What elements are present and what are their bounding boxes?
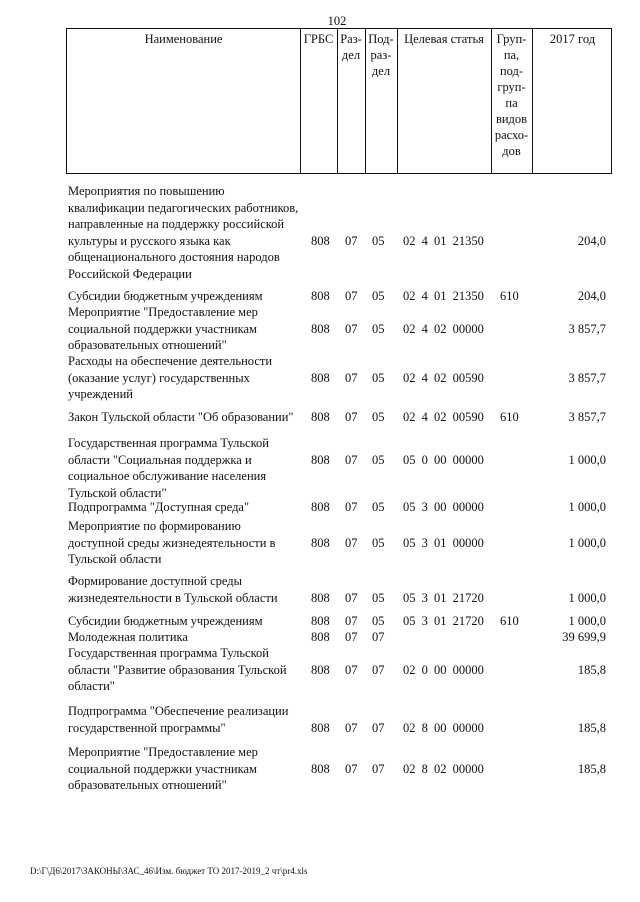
row-grbs: 808 bbox=[311, 535, 330, 550]
row-podrazdel: 05 bbox=[372, 590, 385, 605]
row-amount: 3 857,7 bbox=[568, 410, 606, 424]
row-podrazdel: 05 bbox=[372, 289, 385, 303]
row-amount: 1 000,0 bbox=[568, 452, 606, 467]
row-article: 05 3 01 21720 bbox=[403, 614, 484, 628]
row-podrazdel: 05 bbox=[372, 410, 385, 424]
file-path-footer: D:\Г\Д6\2017\ЗАКОНЫ\ЗАС_46\Изм. бюджет ТО 2017-2019_2 чт\pr4.xls bbox=[30, 866, 308, 876]
row-razdel: 07 bbox=[345, 662, 358, 677]
row-grbs: 808 bbox=[311, 321, 330, 336]
row-amount: 204,0 bbox=[577, 233, 606, 248]
row-grbs: 808 bbox=[311, 630, 330, 644]
row-podrazdel: 05 bbox=[372, 535, 385, 550]
row-grbs: 808 bbox=[311, 370, 330, 385]
row-name: Субсидии бюджетным учреждениям bbox=[68, 289, 263, 303]
row-razdel: 07 bbox=[345, 720, 358, 735]
row-name: Субсидии бюджетным учреждениям bbox=[68, 614, 263, 628]
row-article: 05 3 00 00000 bbox=[403, 500, 484, 514]
row-podrazdel: 05 bbox=[372, 321, 385, 336]
row-amount: 185,8 bbox=[577, 761, 606, 776]
row-article: 02 8 02 00000 bbox=[403, 761, 484, 776]
row-grbs: 808 bbox=[311, 410, 330, 424]
row-name: Молодежная политика bbox=[68, 630, 188, 644]
header-group: Груп- па, под- груп- па видов расхо- дов bbox=[494, 32, 529, 158]
row-name: Мероприятие "Предоставление мер социальной поддержки участникам образовательных отношений" bbox=[68, 305, 258, 352]
header-razdel: Раз- дел bbox=[340, 32, 362, 62]
row-article: 05 3 01 21720 bbox=[403, 590, 484, 605]
row-podrazdel: 05 bbox=[372, 370, 385, 385]
row-podrazdel: 07 bbox=[372, 761, 385, 776]
row-razdel: 07 bbox=[345, 289, 358, 303]
row-razdel: 07 bbox=[345, 370, 358, 385]
row-group: 610 bbox=[500, 410, 519, 424]
row-name: Государственная программа Тульской области "Развитие образования Тульской области" bbox=[68, 646, 287, 693]
row-article: 02 8 00 00000 bbox=[403, 720, 484, 735]
row-podrazdel: 05 bbox=[372, 614, 385, 628]
row-razdel: 07 bbox=[345, 761, 358, 776]
row-razdel: 07 bbox=[345, 590, 358, 605]
row-amount: 39 699,9 bbox=[562, 630, 606, 644]
row-article: 02 4 02 00590 bbox=[403, 410, 484, 424]
row-amount: 3 857,7 bbox=[568, 370, 606, 385]
row-razdel: 07 bbox=[345, 500, 358, 514]
row-amount: 185,8 bbox=[577, 662, 606, 677]
row-group: 610 bbox=[500, 614, 519, 628]
row-amount: 1 000,0 bbox=[568, 614, 606, 628]
row-amount: 1 000,0 bbox=[568, 535, 606, 550]
row-amount: 3 857,7 bbox=[568, 321, 606, 336]
row-razdel: 07 bbox=[345, 233, 358, 248]
row-article: 02 4 02 00590 bbox=[403, 370, 484, 385]
row-amount: 185,8 bbox=[577, 720, 606, 735]
row-razdel: 07 bbox=[345, 452, 358, 467]
row-grbs: 808 bbox=[311, 761, 330, 776]
row-grbs: 808 bbox=[311, 452, 330, 467]
row-grbs: 808 bbox=[311, 614, 330, 628]
row-razdel: 07 bbox=[345, 535, 358, 550]
row-razdel: 07 bbox=[345, 630, 358, 644]
row-article: 05 0 00 00000 bbox=[403, 452, 484, 467]
row-razdel: 07 bbox=[345, 410, 358, 424]
row-name: Мероприятие по формированию доступной среды жизнедеятельности в Тульской области bbox=[68, 519, 276, 566]
row-name: Мероприятия по повышению квалификации педагогических работников, направленные на поддержку российской культуры и русского языка как общенационального достояния народов Российской Федерации bbox=[68, 184, 299, 281]
header-name: Наименование bbox=[144, 32, 223, 46]
row-podrazdel: 05 bbox=[372, 452, 385, 467]
row-razdel: 07 bbox=[345, 321, 358, 336]
row-amount: 204,0 bbox=[577, 289, 606, 303]
header-year: 2017 год bbox=[549, 32, 596, 46]
row-grbs: 808 bbox=[311, 500, 330, 514]
row-name: Закон Тульской области "Об образовании" bbox=[68, 410, 294, 424]
row-amount: 1 000,0 bbox=[568, 590, 606, 605]
row-podrazdel: 07 bbox=[372, 662, 385, 677]
header-podrazdel: Под- раз- дел bbox=[368, 32, 394, 78]
row-name: Подпрограмма "Доступная среда" bbox=[68, 500, 250, 514]
row-article: 05 3 01 00000 bbox=[403, 535, 484, 550]
row-podrazdel: 07 bbox=[372, 630, 385, 644]
row-article: 02 4 01 21350 bbox=[403, 233, 484, 248]
page-number: 102 bbox=[327, 14, 347, 28]
header-grbs: ГРБС bbox=[303, 32, 334, 46]
row-name: Государственная программа Тульской области "Социальная поддержка и социальное обслуживание населения Тульской области" bbox=[68, 436, 269, 500]
row-razdel: 07 bbox=[345, 614, 358, 628]
row-name: Формирование доступной среды жизнедеятельности в Тульской области bbox=[68, 574, 278, 605]
row-grbs: 808 bbox=[311, 720, 330, 735]
row-grbs: 808 bbox=[311, 233, 330, 248]
row-name: Расходы на обеспечение деятельности (оказание услуг) государственных учреждений bbox=[68, 354, 273, 401]
row-grbs: 808 bbox=[311, 662, 330, 677]
row-podrazdel: 05 bbox=[372, 500, 385, 514]
row-grbs: 808 bbox=[311, 289, 330, 303]
header-article: Целевая статья bbox=[404, 32, 484, 46]
row-name: Подпрограмма "Обеспечение реализации государственной программы" bbox=[68, 704, 289, 735]
row-amount: 1 000,0 bbox=[568, 500, 606, 514]
row-article: 02 4 02 00000 bbox=[403, 321, 484, 336]
row-podrazdel: 07 bbox=[372, 720, 385, 735]
row-name: Мероприятие "Предоставление мер социальной поддержки участникам образовательных отношений" bbox=[68, 745, 258, 792]
row-article: 02 0 00 00000 bbox=[403, 662, 484, 677]
table-header bbox=[66, 28, 612, 174]
row-grbs: 808 bbox=[311, 590, 330, 605]
row-podrazdel: 05 bbox=[372, 233, 385, 248]
row-article: 02 4 01 21350 bbox=[403, 289, 484, 303]
row-group: 610 bbox=[500, 289, 519, 303]
